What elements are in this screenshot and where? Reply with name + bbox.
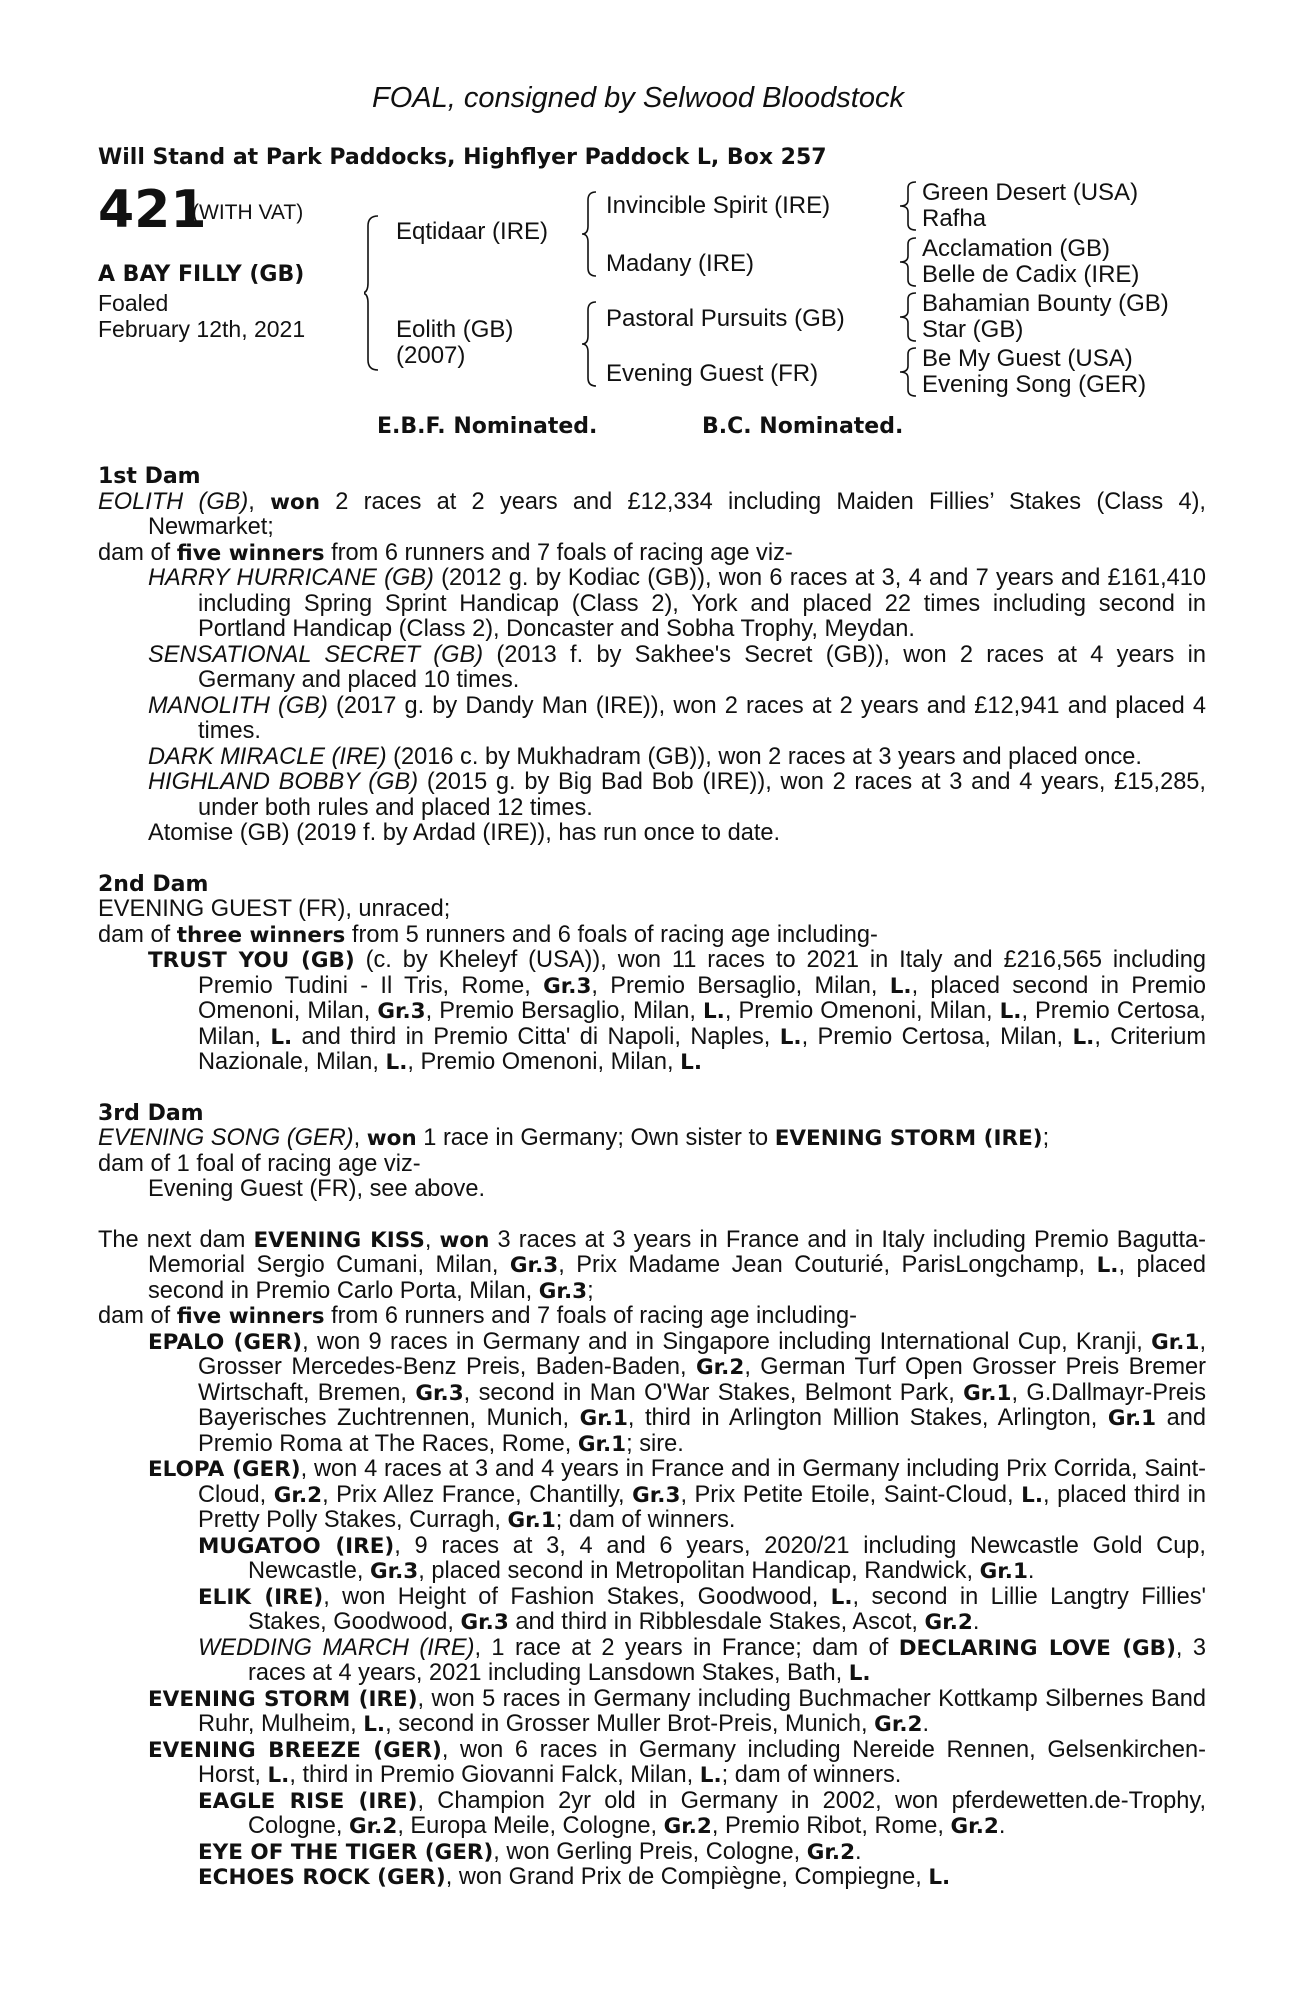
sire-dam: Madany (IRE): [606, 250, 755, 277]
produce-entry: Evening Guest (FR), see above.: [148, 1176, 486, 1202]
g-brace-3: [900, 291, 918, 343]
produce-entry: DARK MIRACLE (IRE) (2016 c. by Mukhadram (GB)), won 2 races at 3 years and placed once.: [148, 743, 1142, 770]
next-dam-produce-summary: dam of five winners from 6 runners and 7 foals of racing age including-: [98, 1303, 858, 1329]
horse-name: ECHOES ROCK (GER): [198, 1865, 446, 1890]
produce-entry: EPALO (GER), won 9 races in Germany and in Singapore including International Cup, Kranji, Gr.1, Grosser Mercedes-Benz Preis, Baden-Baden, Gr.2, German Turf Open Grosser Preis Bremer Wirtschaft, Bremen, Gr.3, second in Man O'War Stakes, Belmont Park, Gr.1, G.Dallmayr-Preis Bayerisches Zuchtrennen, Munich, Gr.1, third in Arlington Million Stakes, Arlington, Gr.1 and Premio Roma at The Races, Rome, Gr.1; sire.: [148, 1328, 1206, 1457]
dam-dam: Evening Guest (FR): [606, 360, 819, 387]
produce-entry: ECHOES ROCK (GER), won Grand Prix de Compiègne, Compiegne, L.: [198, 1864, 951, 1890]
vat-note: (WITH VAT): [192, 201, 304, 224]
lot-number: 421: [98, 180, 207, 240]
produce-entry: ELIK (IRE), won Height of Fashion Stakes, Goodwood, L., second in Lillie Langtry Fillies' Stakes, Goodwood, Gr.3 and third in Ribblesdale Stakes, Ascot, Gr.2.: [198, 1583, 1206, 1635]
next-dam-record: The next dam EVENING KISS, won 3 races at 3 years in France and in Italy including Premio Bagutta-Memorial Sergio Cumani, Milan, Gr.3, Prix Madame Jean Couturié, ParisLongchamp, L., placed second in Premio Carlo Porta, Milan, Gr.3;: [98, 1226, 1206, 1304]
horse-name: MUGATOO (IRE): [198, 1533, 395, 1559]
horse-name: EVENING SONG (GER): [98, 1125, 354, 1151]
produce-entry: ELOPA (GER), won 4 races at 3 and 4 years in France and in Germany including Prix Corrida, Saint-Cloud, Gr.2, Prix Allez France, Chantilly, Gr.3, Prix Petite Etoile, Saint-Cloud, L., placed third in Pretty Polly Stakes, Curragh, Gr.1; dam of winners.: [148, 1456, 1206, 1533]
produce-entry: HIGHLAND BOBBY (GB) (2015 g. by Big Bad Bob (IRE)), won 2 races at 3 and 4 years, £15,285, under both rules and placed 12 times.: [148, 769, 1206, 821]
ebf-nomination: E.B.F. Nominated.: [377, 414, 598, 439]
foaled-label: Foaled: [98, 290, 169, 316]
second-dam-record: EVENING GUEST (FR), unraced;: [98, 896, 451, 922]
horse-name: EYE OF THE TIGER (GER): [198, 1839, 494, 1865]
horse-description: A BAY FILLY (GB): [98, 262, 305, 287]
horse-name: EAGLE RISE (IRE): [198, 1788, 418, 1814]
g-brace-2: [900, 236, 918, 288]
horse-name: EPALO (GER): [148, 1329, 303, 1355]
dam-name: Eolith (GB): [396, 316, 514, 343]
sire-name: Eqtidaar (IRE): [396, 218, 549, 245]
produce-entry: TRUST YOU (GB) (c. by Kheleyf (USA)), won 11 races to 2021 in Italy and £216,565 including Premio Tudini - Il Tris, Rome, Gr.3, Premio Bersaglio, Milan, L., placed second in Premio Omenoni, Milan, Gr.3, Premio Bersaglio, Milan, L., Premio Omenoni, Milan, L., Premio Certosa, Milan, L. and third in Premio Citta' di Napoli, Naples, L., Premio Certosa, Milan, L., Criterium Nazionale, Milan, L., Premio Omenoni, Milan, L.: [148, 947, 1207, 1075]
grandparent-2: Rafha: [922, 205, 987, 232]
stand-location: Will Stand at Park Paddocks, Highflyer Paddock L, Box 257: [98, 145, 827, 170]
pedigree-brace-left: [364, 214, 380, 372]
grandparent-8: Evening Song (GER): [922, 371, 1147, 398]
grandparent-6: Star (GB): [922, 316, 1024, 343]
first-dam-record: EOLITH (GB), won 2 races at 2 years and £12,334 including Maiden Fillies’ Stakes (Class 4), Newmarket;: [98, 488, 1206, 540]
horse-name: HIGHLAND BOBBY (GB): [148, 769, 419, 795]
produce-entry: Atomise (GB) (2019 f. by Ardad (IRE)), has run once to date.: [148, 820, 781, 846]
dam-sire: Pastoral Pursuits (GB): [606, 305, 845, 332]
produce-entry: EAGLE RISE (IRE), Champion 2yr old in Germany in 2002, won pferdewetten.de-Trophy, Cologne, Gr.2, Europa Meile, Cologne, Gr.2, Premio Ribot, Rome, Gr.2.: [198, 1787, 1207, 1839]
produce-entry: EYE OF THE TIGER (GER), won Gerling Preis, Cologne, Gr.2.: [198, 1838, 862, 1865]
third-dam-produce-summary: dam of 1 foal of racing age viz-: [98, 1150, 421, 1177]
horse-name: EVENING STORM (IRE): [148, 1686, 418, 1712]
g-brace-4: [900, 346, 918, 398]
horse-name: MANOLITH (GB): [148, 692, 328, 719]
produce-entry: HARRY HURRICANE (GB) (2012 g. by Kodiac (GB)), won 6 races at 3, 4 and 7 years and £161,410 including Spring Sprint Handicap (Class 2), York and placed 22 times including second in Portland Handicap (Class 2), Doncaster and Sobha Trophy, Meydan.: [148, 565, 1206, 642]
third-dam-heading: 3rd Dam: [98, 1100, 204, 1126]
horse-name: SENSATIONAL SECRET (GB): [148, 641, 484, 668]
page-title: FOAL, consigned by Selwood Bloodstock: [372, 82, 904, 114]
produce-entry: EVENING BREEZE (GER), won 6 races in Germany including Nereide Rennen, Gelsenkirchen-Horst, L., third in Premio Giovanni Falck, Milan, L.; dam of winners.: [148, 1736, 1206, 1788]
produce-entry: EVENING STORM (IRE), won 5 races in Germany including Buchmacher Kottkamp Silbernes Band Ruhr, Mulheim, L., second in Grosser Muller Brot-Preis, Munich, Gr.2.: [148, 1685, 1206, 1737]
first-dam-heading: 1st Dam: [98, 464, 201, 489]
foaled-date: February 12th, 2021: [98, 316, 306, 342]
bc-nomination: B.C. Nominated.: [702, 414, 904, 439]
grandparent-5: Bahamian Bounty (GB): [922, 290, 1169, 317]
horse-name: HARRY HURRICANE (GB): [148, 565, 434, 591]
horse-name: ELIK (IRE): [198, 1584, 324, 1610]
catalogue-body: [98, 464, 1206, 1891]
grandparent-3: Acclamation (GB): [922, 235, 1111, 262]
produce-entry: WEDDING MARCH (IRE), 1 race at 2 years in France; dam of DECLARING LOVE (GB), 3 races at 4 years, 2021 including Lansdown Stakes, Bath, L.: [198, 1634, 1207, 1686]
third-dam-record: EVENING SONG (GER), won 1 race in Germany; Own sister to EVENING STORM (IRE);: [98, 1125, 1050, 1151]
produce-entry: MUGATOO (IRE), 9 races at 3, 4 and 6 years, 2020/21 including Newcastle Gold Cup, Newcastle, Gr.3, placed second in Metropolitan Handicap, Randwick, Gr.1.: [198, 1532, 1206, 1584]
g-brace-1: [900, 180, 918, 232]
horse-name: TRUST YOU (GB): [148, 948, 355, 973]
grandparent-4: Belle de Cadix (IRE): [922, 261, 1140, 288]
grandparent-7: Be My Guest (USA): [922, 345, 1133, 372]
sire-brace: [582, 190, 598, 278]
produce-entry: SENSATIONAL SECRET (GB) (2013 f. by Sakhee's Secret (GB)), won 2 races at 4 years in Germany and placed 10 times.: [148, 641, 1206, 693]
horse-name: DARK MIRACLE (IRE): [148, 743, 387, 770]
produce-entry: MANOLITH (GB) (2017 g. by Dandy Man (IRE)), won 2 races at 2 years and £12,941 and placed 4 times.: [148, 692, 1206, 744]
horse-name: EVENING BREEZE (GER): [148, 1737, 442, 1763]
horse-name: WEDDING MARCH (IRE): [198, 1634, 475, 1661]
grandparent-1: Green Desert (USA): [922, 179, 1139, 206]
dam-brace: [582, 300, 598, 388]
horse-name: ELOPA (GER): [148, 1457, 301, 1482]
first-dam-produce-summary: dam of five winners from 6 runners and 7 foals of racing age viz-: [98, 539, 793, 566]
horse-name: EOLITH (GB): [98, 488, 249, 515]
dam-year: (2007): [396, 342, 466, 369]
second-dam-produce-summary: dam of three winners from 5 runners and 6 foals of racing age including-: [98, 921, 878, 948]
second-dam-heading: 2nd Dam: [98, 871, 209, 897]
sire-sire: Invincible Spirit (IRE): [606, 192, 831, 219]
